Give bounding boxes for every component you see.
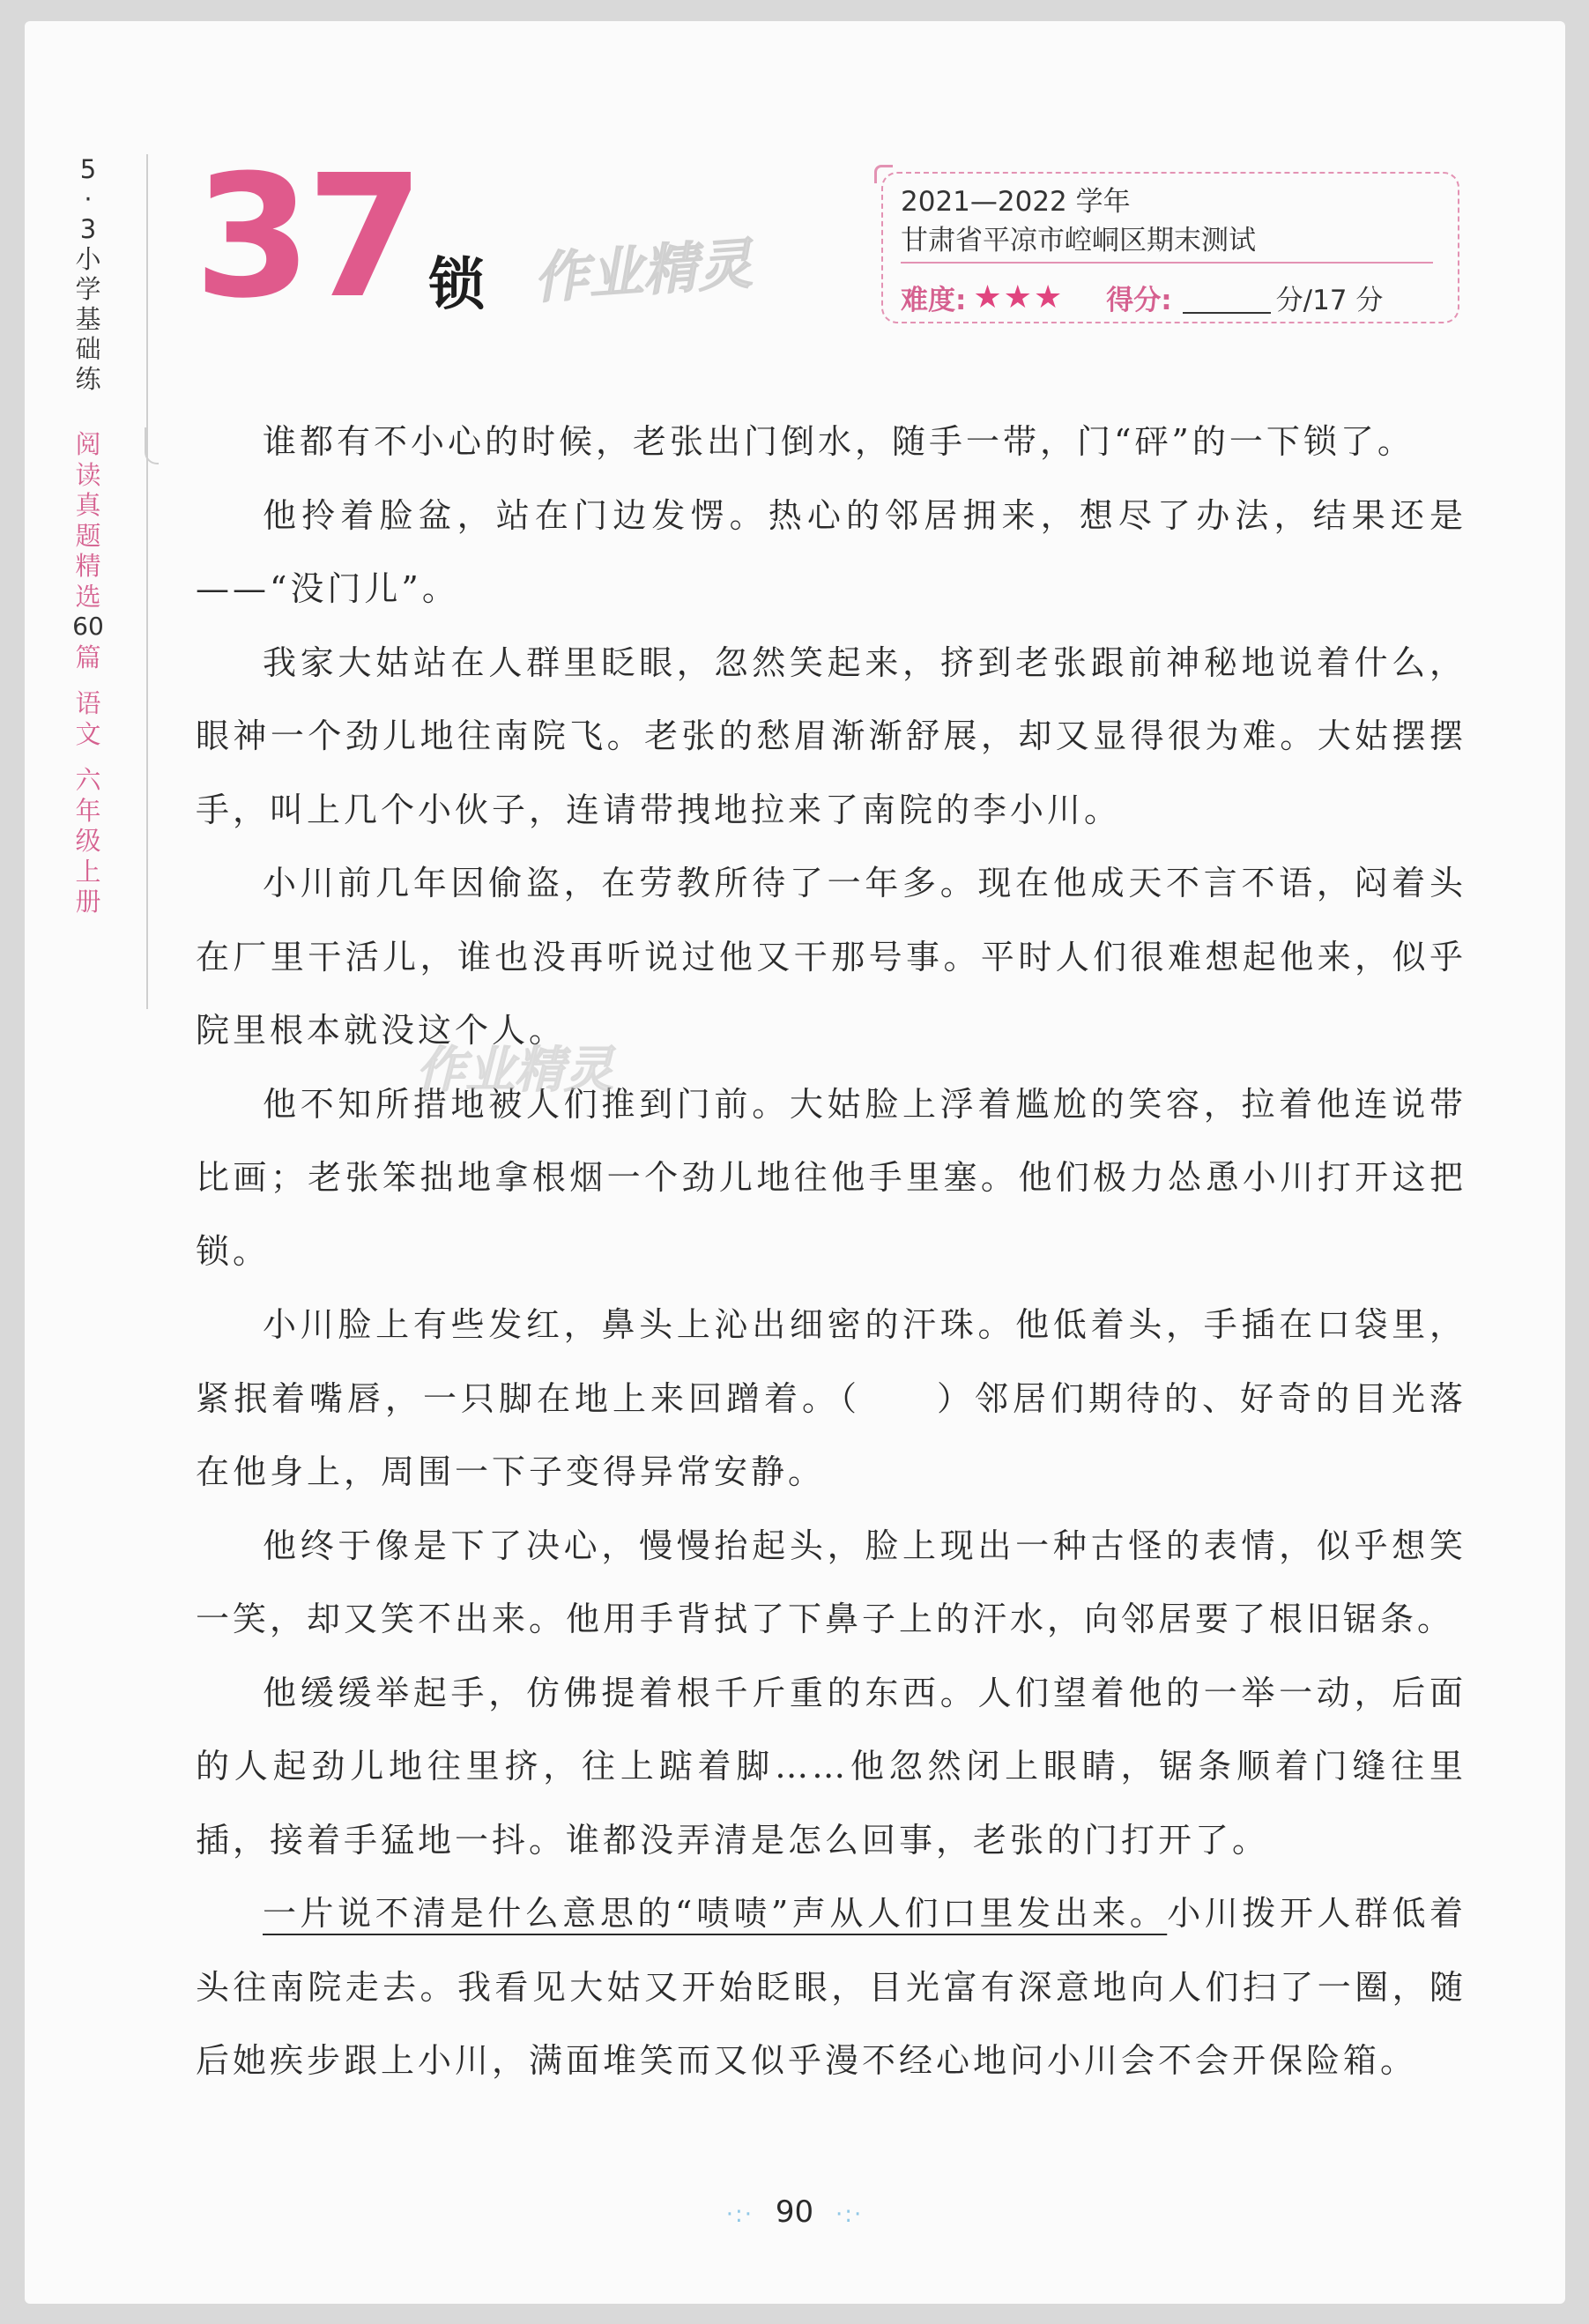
side-char: 读 [75,459,101,490]
side-char: 年 [75,795,101,826]
watermark-logo-center: 作业精灵 [416,1042,613,1099]
watermark-logo: 作业精灵 [531,231,754,311]
side-char: 小 [75,244,101,274]
side-char: · [84,184,93,214]
paragraph: 他缓缓举起手，仿佛提着根千斤重的东西。人们望着他的一举一动，后面的人起劲儿地往里挤，往上踮着脚……他忽然闭上眼睛，锯条顺着门缝往里插，接着手猛地一抖。谁都没弄清是怎么回事，老张的门打开了。 [196,1673,1466,1860]
dots-right-icon: ·:· [835,2201,864,2228]
difficulty-label: 难度: [901,285,967,316]
article-body [196,405,1466,2098]
side-char: 础 [75,334,101,364]
difficulty-stars-icon: ★★★ [973,279,1065,316]
paragraph: 他终于像是下了决心，慢慢抬起头，脸上现出一种古怪的表情，似乎想笑一笑，却又笑不出来。他用手背拭了下鼻子上的汗水，向邻居要了根旧锯条。 [196,1526,1466,1638]
exam-info-box [881,172,1459,323]
side-char: 题 [75,520,101,551]
side-char: 文 [75,718,101,749]
lesson-number: 37 [194,139,420,336]
score-total: 分/17 分 [1275,285,1384,316]
side-divider [146,154,148,1009]
paragraph-last [196,1877,1466,2098]
score-label: 得分: [1106,285,1172,316]
underlined-sentence: 一片说不清是什么意思的“啧啧”声从人们口里发出来。 [263,1894,1168,1933]
side-char: 阅 [75,429,101,459]
paragraph: 我家大姑站在人群里眨眼，忽然笑起来，挤到老张跟前神秘地说着什么，眼神一个劲儿地往南院飞。老张的愁眉渐渐舒展，却又显得很为难。大姑摆摆手，叫上几个小伙子，连请带拽地拉来了南院的李小川。 [196,642,1466,829]
exam-name: 甘肃省平凉市崆峒区期末测试 [901,225,1256,256]
side-char: 册 [75,887,101,917]
side-char: 语 [75,688,101,718]
dots-left-icon: ·:· [725,2201,754,2228]
side-char: 练 [75,364,101,394]
page-footer [0,2194,1589,2230]
side-char: 六 [75,765,101,795]
article-unit: 篇 [75,642,101,672]
school-year: 2021—2022 学年 [901,186,1131,218]
info-divider [901,262,1433,264]
paragraph: 他不知所措地被人们推到门前。大姑脸上浮着尴尬的笑容，拉着他连说带比画；老张笨拙地拿根烟一个劲儿地往他手里塞。他们极力怂恿小川打开这把锁。 [196,1084,1466,1271]
paragraph-rest: 小川拨开人群低着头往南院走去。我看见大姑又开始眨眼，目光富有深意地向人们扫了一圈，随后她疾步跟上小川，满面堆笑而又似乎漫不经心地问小川会不会开保险箱。 [196,1894,1466,2080]
side-margin [62,154,115,917]
series-name [75,154,100,394]
side-char: 学 [75,274,101,304]
article-count: 60 [72,612,104,641]
side-char: 3 [79,214,97,244]
side-char: 级 [75,826,101,856]
paragraph: 小川前几年因偷盗，在劳教所待了一年多。现在他成天不言不语，闷着头在厂里干活儿，谁也没再听说过他又干那号事。平时人们很难想起他来，似乎院里根本就没这个人。 [196,864,1466,1050]
side-char: 精 [75,551,101,581]
page-number: 90 [775,2194,814,2230]
side-char: 上 [75,856,101,887]
paragraph: 谁都有不小心的时候，老张出门倒水，随手一带，门“砰”的一下锁了。 [263,422,1415,461]
difficulty-score-row [901,278,1438,317]
side-char: 真 [75,490,101,520]
side-char: 基 [75,304,101,334]
book-info [72,429,104,917]
paragraph: 他拎着脸盆，站在门边发愣。热心的邻居拥来，想尽了办法，结果还是——“没门儿”。 [196,495,1466,608]
score-blank[interactable] [1183,282,1271,314]
side-char: 选 [75,581,101,612]
lesson-title: 锁 [428,253,485,318]
side-char: 5 [79,154,97,184]
paragraph: 小川脸上有些发红，鼻头上沁出细密的汗珠。他低着头，手插在口袋里，紧抿着嘴唇，一只脚在地上来回蹭着。（ ）邻居们期待的、好奇的目光落在他身上，周围一下子变得异常安静。 [196,1305,1466,1491]
